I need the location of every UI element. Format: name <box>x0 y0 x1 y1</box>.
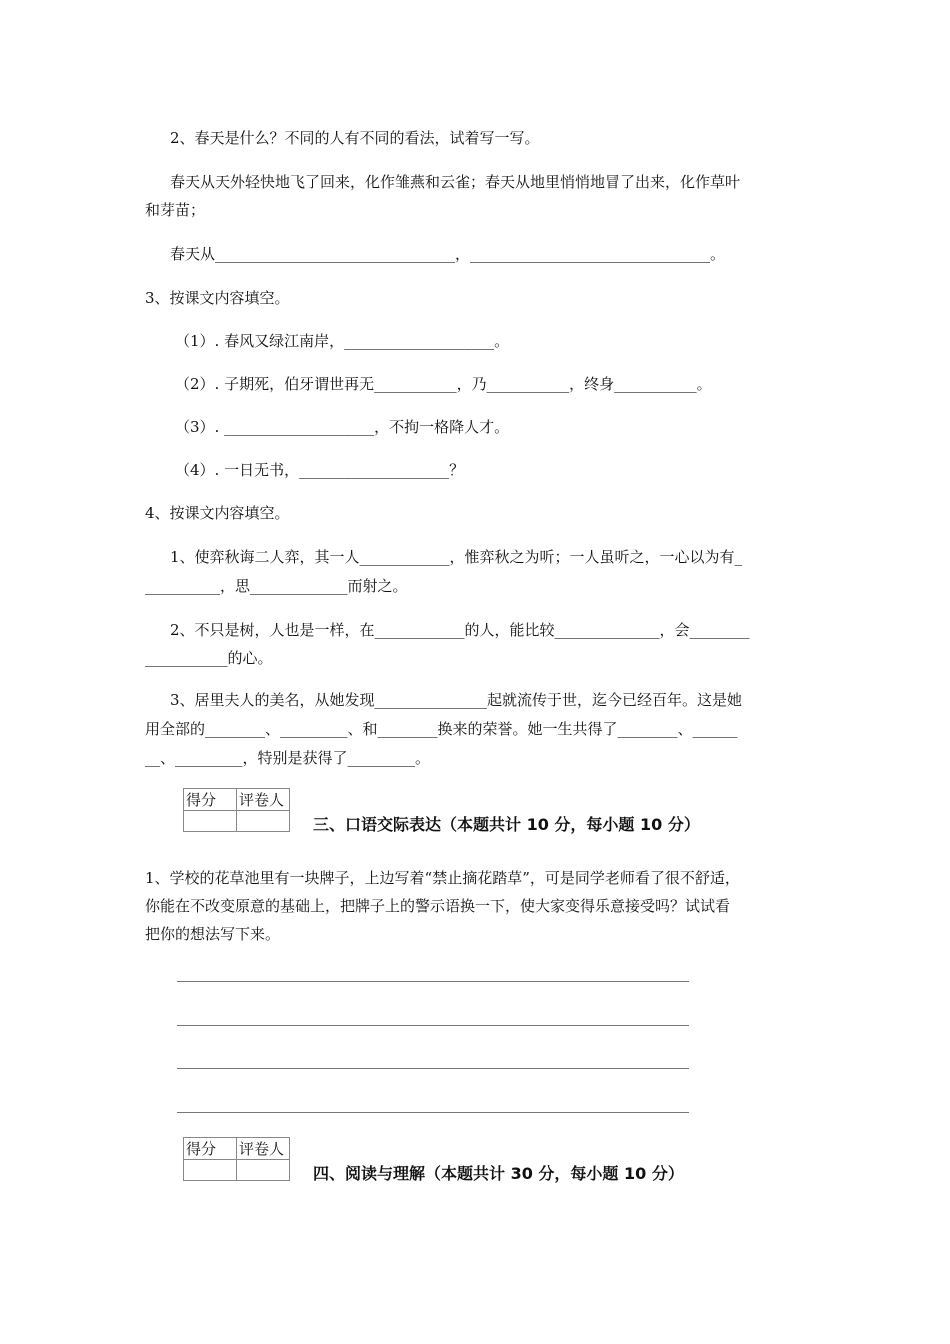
question-4-line: 3、居里夫人的美名，从她发现_______________起就流传于世，迄今已经百年。这是她 <box>170 691 743 709</box>
question-4-line: 用全部的________、_________、和________换来的荣誉。她一生共得了________、______ <box>145 720 738 738</box>
section-4-heading: 四、阅读与理解（本题共计 30 分，每小题 10 分） <box>313 1164 684 1183</box>
question-3-item: （1）. 春风又绿江南岸，____________________。 <box>175 332 510 350</box>
question-4-line: ___________的心。 <box>145 649 273 667</box>
section-3-question-line-2: 你能在不改变原意的基础上，把牌子上的警示语换一下，使大家变得乐意接受吗？试试看 <box>145 897 731 915</box>
section-3-question-line-3: 把你的想法写下来。 <box>145 925 281 943</box>
grader-label: 评卷人 <box>237 789 290 811</box>
score-label: 得分 <box>184 789 237 811</box>
question-4-title: 4、按课文内容填空。 <box>145 504 290 522</box>
score-cell[interactable] <box>184 811 237 832</box>
score-cell[interactable] <box>184 1160 237 1181</box>
question-2-example-line-2: 和芽苗； <box>145 201 206 219</box>
question-4-line: 1、使弈秋诲二人弈，其一人____________，惟弈秋之为听；一人虽听之，一心以为有_ <box>170 548 743 566</box>
section-3-heading: 三、口语交际表达（本题共计 10 分，每小题 10 分） <box>313 815 700 834</box>
grader-cell[interactable] <box>237 1160 290 1181</box>
question-3-item: （3）. ____________________，不拘一格降人才。 <box>175 418 510 436</box>
answer-writing-line[interactable] <box>177 1068 689 1069</box>
question-4-line: __________，思_____________而射之。 <box>145 577 408 595</box>
question-4-line: 2、不只是树，人也是一样，在____________的人，能比较______________，会________ <box>170 621 750 639</box>
question-2-answer-line: 春天从________________________________，________________________________。 <box>170 245 726 263</box>
answer-writing-line[interactable] <box>177 1025 689 1026</box>
question-3-item: （2）. 子期死，伯牙谓世再无___________，乃___________，终身___________。 <box>175 375 712 393</box>
section-3-question-line-1: 1、学校的花草池里有一块牌子，上边写着“禁止摘花踏草”，可是同学老师看了很不舒适， <box>145 869 740 887</box>
answer-writing-line[interactable] <box>177 1112 689 1113</box>
question-3-title: 3、按课文内容填空。 <box>145 289 290 307</box>
question-3-item: （4）. 一日无书，____________________？ <box>175 461 465 479</box>
question-4-line: __、_________，特别是获得了_________。 <box>145 749 431 767</box>
grader-label: 评卷人 <box>237 1138 290 1160</box>
answer-writing-line[interactable] <box>177 981 689 982</box>
score-table <box>183 1137 290 1181</box>
question-2-example-line-1: 春天从天外轻快地飞了回来，化作雏燕和云雀；春天从地里悄悄地冒了出来，化作草叶 <box>170 173 741 191</box>
score-table <box>183 788 290 832</box>
question-2-title: 2、春天是什么？不同的人有不同的看法，试着写一写。 <box>170 129 540 147</box>
score-label: 得分 <box>184 1138 237 1160</box>
grader-cell[interactable] <box>237 811 290 832</box>
